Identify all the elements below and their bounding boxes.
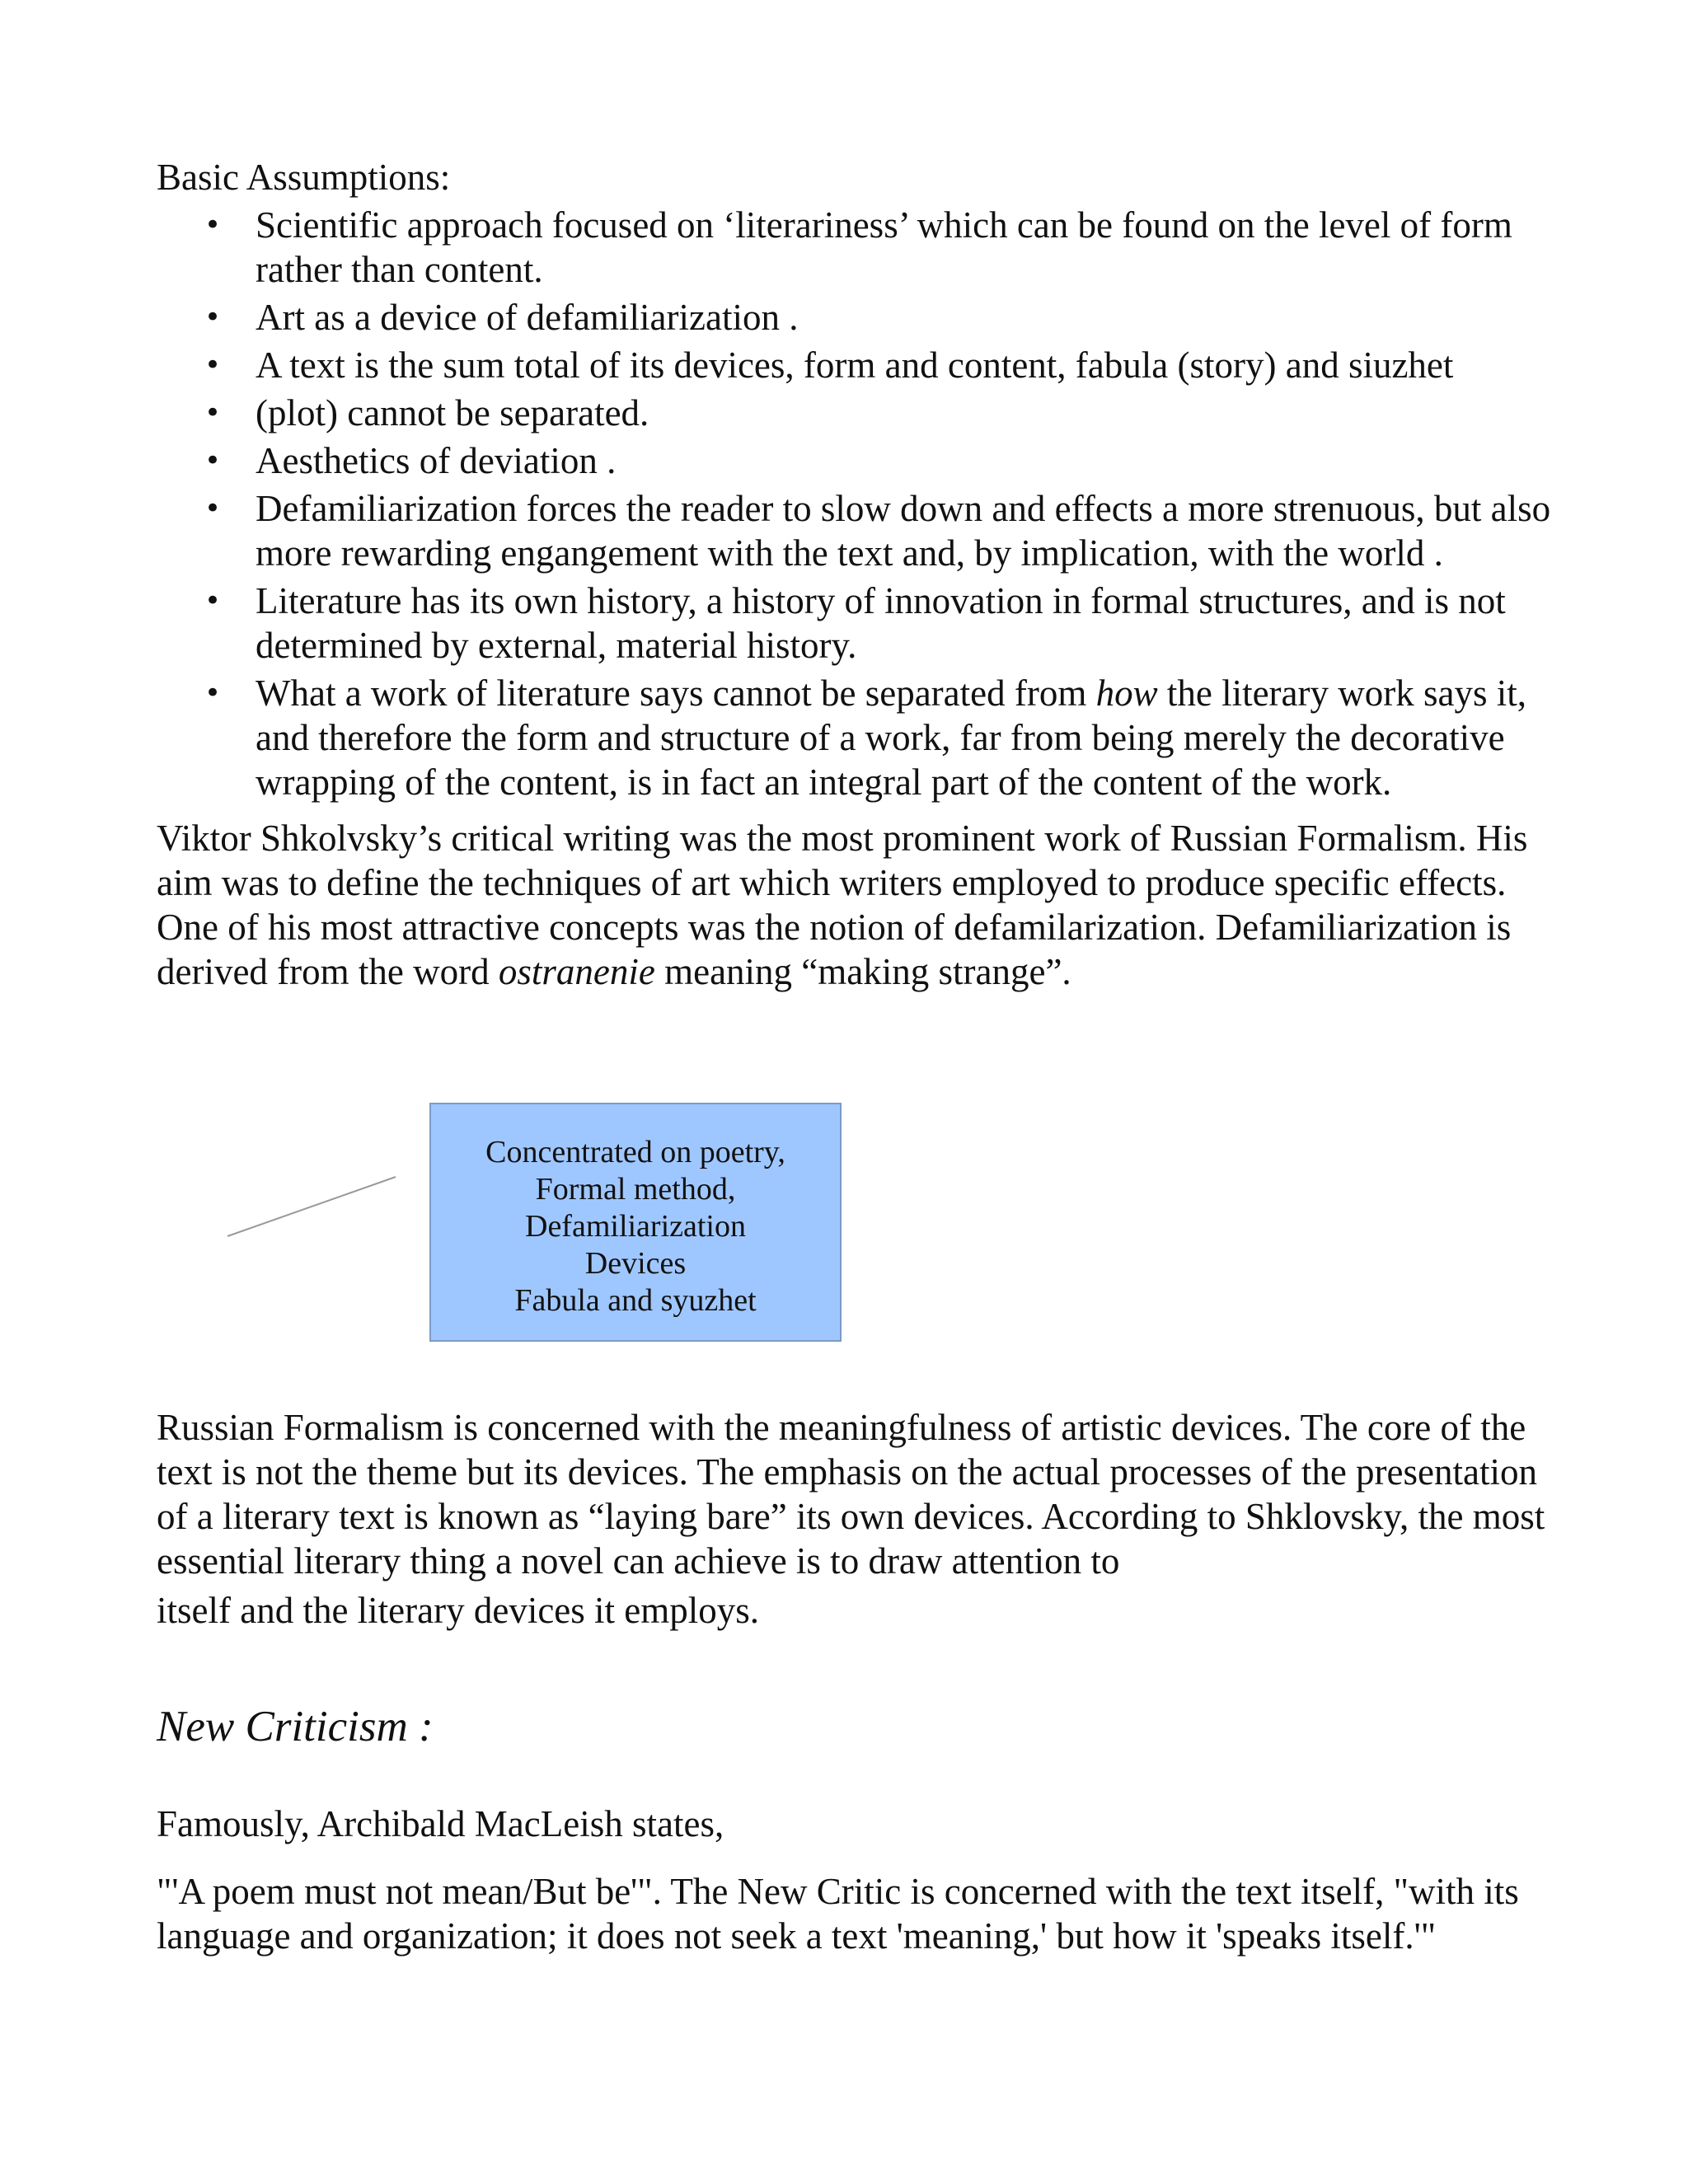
bullet-icon: • <box>204 209 222 241</box>
bullet-icon: • <box>204 301 222 334</box>
assumptions-list <box>157 203 1551 804</box>
macleish-intro: Famously, Archibald MacLeish states, <box>157 1803 724 1844</box>
list-item: • Defamiliarization forces the reader to slow down and effects a more strenuous, but also more rewarding engangement with the text and, by implication, with the world . <box>204 488 1551 574</box>
section-heading: Basic Assumptions: <box>157 157 451 198</box>
bullet-icon: • <box>204 677 222 710</box>
list-item: • Scientific approach focused on ‘literariness’ which can be found on the level of form rather than content. <box>204 204 1512 290</box>
box-line: Fabula and syuzhet <box>514 1283 757 1318</box>
new-critic-quote-paragraph: "'A poem must not mean/But be'". The New Critic is concerned with the text itself, "with its language and organization; it does not seek a text 'meaning,' but how it 'speaks itself.'" <box>157 1871 1519 1957</box>
box-line: Concentrated on poetry, <box>485 1135 785 1169</box>
bullet-icon: • <box>204 492 222 525</box>
bullet-icon: • <box>204 444 222 477</box>
list-item: • Literature has its own history, a history of innovation in formal structures, and is not determined by external, material history. <box>204 580 1506 666</box>
bullet-icon: • <box>204 349 222 382</box>
box-line: Defamiliarization <box>525 1209 746 1244</box>
list-item: • What a work of literature says cannot be separated from how the literary work says it, and therefore the form and structure of a work, far from being merely the decorative wrapping of the content, is in fact an integral part of the content of the work. <box>204 673 1526 803</box>
box-line: Formal method, <box>535 1172 736 1207</box>
devices-paragraph: Russian Formalism is concerned with the meaningfulness of artistic devices. The core of the text is not the theme but its devices. The emphasis on the actual processes of the presentation of a literary text is known as “laying bare” its own devices. According to Shklovsky, the most essential literary thing a novel can achieve is to draw attention to itself and the literary devices it employs. <box>157 1407 1545 1631</box>
emphasis-ostranenie: ostranenie <box>498 951 655 992</box>
basic-assumptions-section <box>157 155 1551 994</box>
list-item: • Art as a device of defamiliarization . <box>204 297 799 338</box>
bullet-icon: • <box>204 584 222 617</box>
shklovsky-paragraph: Viktor Shkolvsky’s critical writing was the most prominent work of Russian Formalism. His aim was to define the techniques of art which writers employed to produce specific effects. One of his most attractive concepts was the notion of defamilarization. Defamiliarization is derived from the word ostranenie meaning “making strange”. <box>157 818 1528 992</box>
list-item: • (plot) cannot be separated. <box>204 392 649 434</box>
bullet-icon: • <box>204 396 222 429</box>
list-item: • A text is the sum total of its devices, form and content, fabula (story) and siuzhet <box>204 344 1454 386</box>
emphasis-how: how <box>1095 673 1158 714</box>
formalism-summary-box <box>429 1103 842 1342</box>
new-criticism-heading: New Criticism : <box>157 1703 434 1750</box>
box-line: Devices <box>584 1246 687 1281</box>
list-item: • Aesthetics of deviation . <box>204 440 617 481</box>
